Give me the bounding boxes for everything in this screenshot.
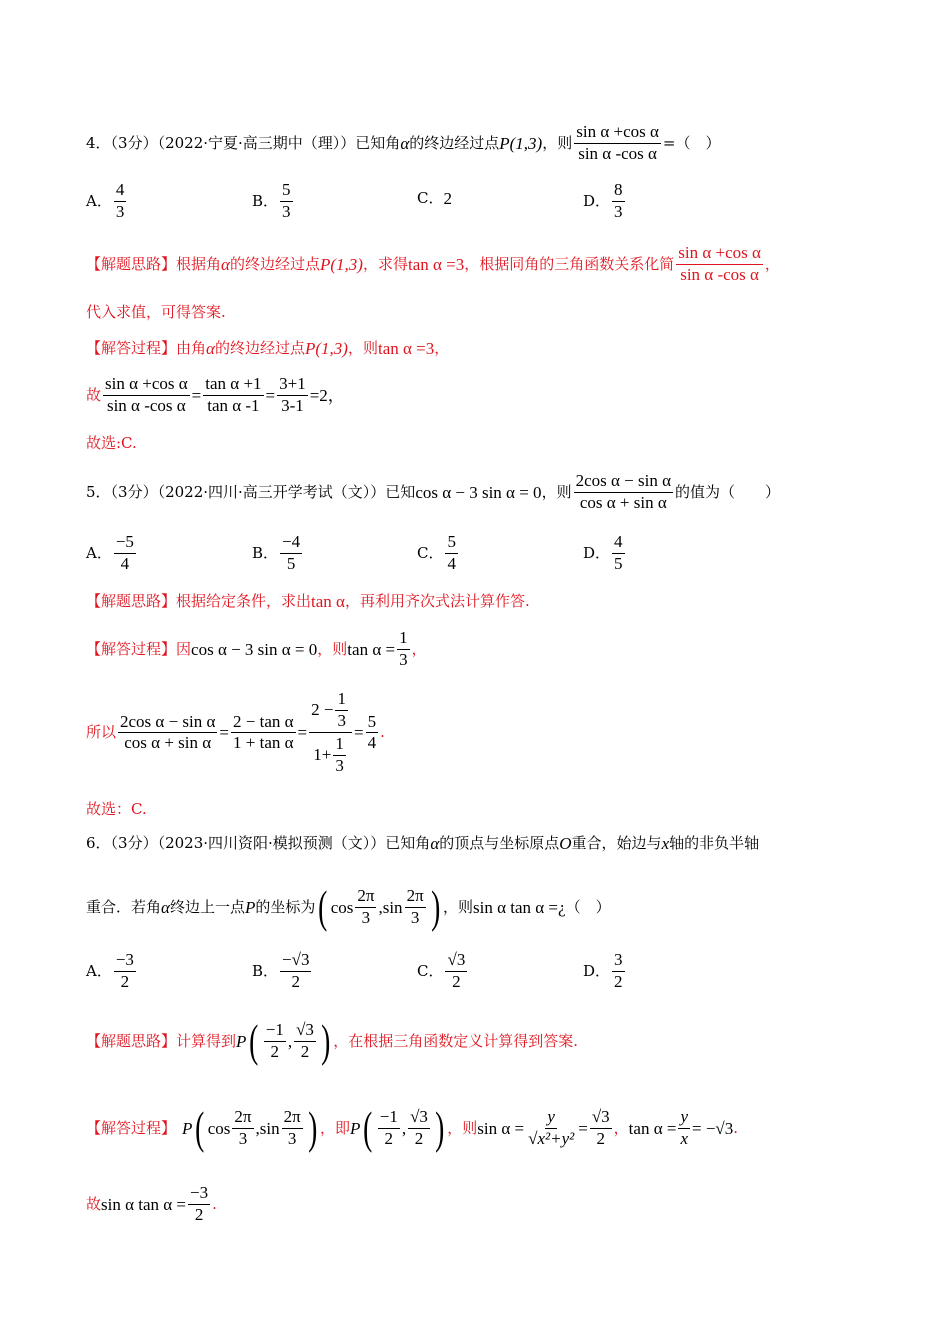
q4-idea-line2: 代入求值，可得答案. [86, 303, 226, 321]
q4-idea: 【解题思路】 根据角 α 的终边经过点 P(1,3) ，求得 tan α =3 ，根据同角的三角函数关系化简 $\frac{\text{sin α +cos α}}{\text{sin α -cos α}}$ ， [86, 243, 780, 284]
q6-option-c[interactable]: C． $\frac{√3}{2}$ [417, 950, 466, 991]
q5-calculation: 所以 $\frac{\text{2cos α − sin α}}{\text{cos α + sin α}}$ = $\frac{\text{2 − tan α}}{\text{1 + tan α}}$ = 2 − $\frac{1}{3}$ 1+ $\frac{1}{3}$ = $\frac{5}{4}$ . [86, 688, 385, 778]
q5-compound-fraction: 2 − $\frac{1}{3}$ 1+ $\frac{1}{3}$ [309, 688, 352, 778]
q4-calculation: 故 $\frac{\text{sin α +cos α}}{\text{sin α -cos α}}$ = $\frac{\text{tan α +1}}{\text{tan α -1}}$ = $\frac{3+1}{3-1}$ =2， [86, 374, 345, 415]
q4-option-a[interactable]: A． $\frac{4}{3}$ [86, 180, 125, 221]
q5-answer: 故选：C. [86, 800, 147, 818]
q5-option-d[interactable]: D． $\frac{4}{5}$ [583, 532, 623, 573]
q5-option-a[interactable]: A． $\frac{-5}{4}$ [86, 532, 134, 573]
q4-stem-fraction: $\frac{\text{sin α +cos α}}{\text{sin α -cos α}}$ [576, 122, 659, 163]
q6-option-d[interactable]: D． $\frac{3}{2}$ [583, 950, 623, 991]
q6-final: 故 sin α tan α = $\frac{-3}{2}$ . [86, 1183, 217, 1224]
q4-stem: 4．（3分）（2022·宁夏·高三期中（理））已知角 α 的终边经过点 P(1,3) ，则 $\frac{\text{sin α +cos α}}{\text{sin α -cos α}}$ =（ ） [86, 122, 721, 163]
q5-option-c[interactable]: C． $\frac{5}{4}$ [417, 532, 456, 573]
q6-stem: 6．（3分）（2023·四川资阳·模拟预测（文））已知角 α 的顶点与坐标原点 O 重合，始边与 x 轴的非负半轴 [86, 834, 760, 853]
q4-option-b[interactable]: B． $\frac{5}{3}$ [252, 180, 291, 221]
q4-process: 【解答过程】 由角 α 的终边经过点 P(1,3) ，则 tan α =3 ， [86, 339, 450, 358]
q6-idea: 【解题思路】 计算得到 P ( $\frac{-1}{2}$ , $\frac{√3}{2}$ ) ，在根据三角函数定义计算得到答案. [86, 1015, 579, 1066]
q5-process: 【解答过程】 因 cos α − 3 sin α = 0 ，则 tan α = $\frac{1}{3}$ ， [86, 628, 427, 669]
q6-option-a[interactable]: A． $\frac{-3}{2}$ [86, 950, 134, 991]
q6-option-b[interactable]: B． $\frac{-√3}{2}$ [252, 950, 310, 991]
q5-option-b[interactable]: B． $\frac{-4}{5}$ [252, 532, 301, 573]
q6-process: 【解答过程】 P ( cos $\frac{2\pi}{3}$ , sin $\frac{2\pi}{3}$ ) ，即 P ( $\frac{-1}{2}$ , $\frac{√3}{2}$ ) ，则 sin α = $\frac{y}{\text{√x²+y²}}$ = $\frac{√3}{2}$ ， tan α = $\frac{y}{x}$ = −√3 . [86, 1102, 739, 1153]
q5-stem: 5．（3分）（2022·四川·高三开学考试（文））已知 cos α − 3 sin α = 0 ，则 $\frac{\text{2cos α − sin α}}{\text{cos α + sin α}}$ 的值为（ ） [86, 471, 780, 512]
q6-stem-line2: 重合．若角 α 终边上一点 P 的坐标为 ( cos $\frac{2\pi}{3}$ , sin $\frac{2\pi}{3}$ ) ，则 sin α tan α =¿ （ ） [86, 881, 611, 932]
q5-idea: 【解题思路】 根据给定条件，求出 tan α ，再利用齐次式法计算作答. [86, 592, 530, 611]
q4-option-d[interactable]: D． $\frac{8}{3}$ [583, 180, 623, 221]
q4-option-c[interactable]: C． 2 [417, 189, 452, 208]
q4-answer: 故选:C. [86, 434, 137, 452]
